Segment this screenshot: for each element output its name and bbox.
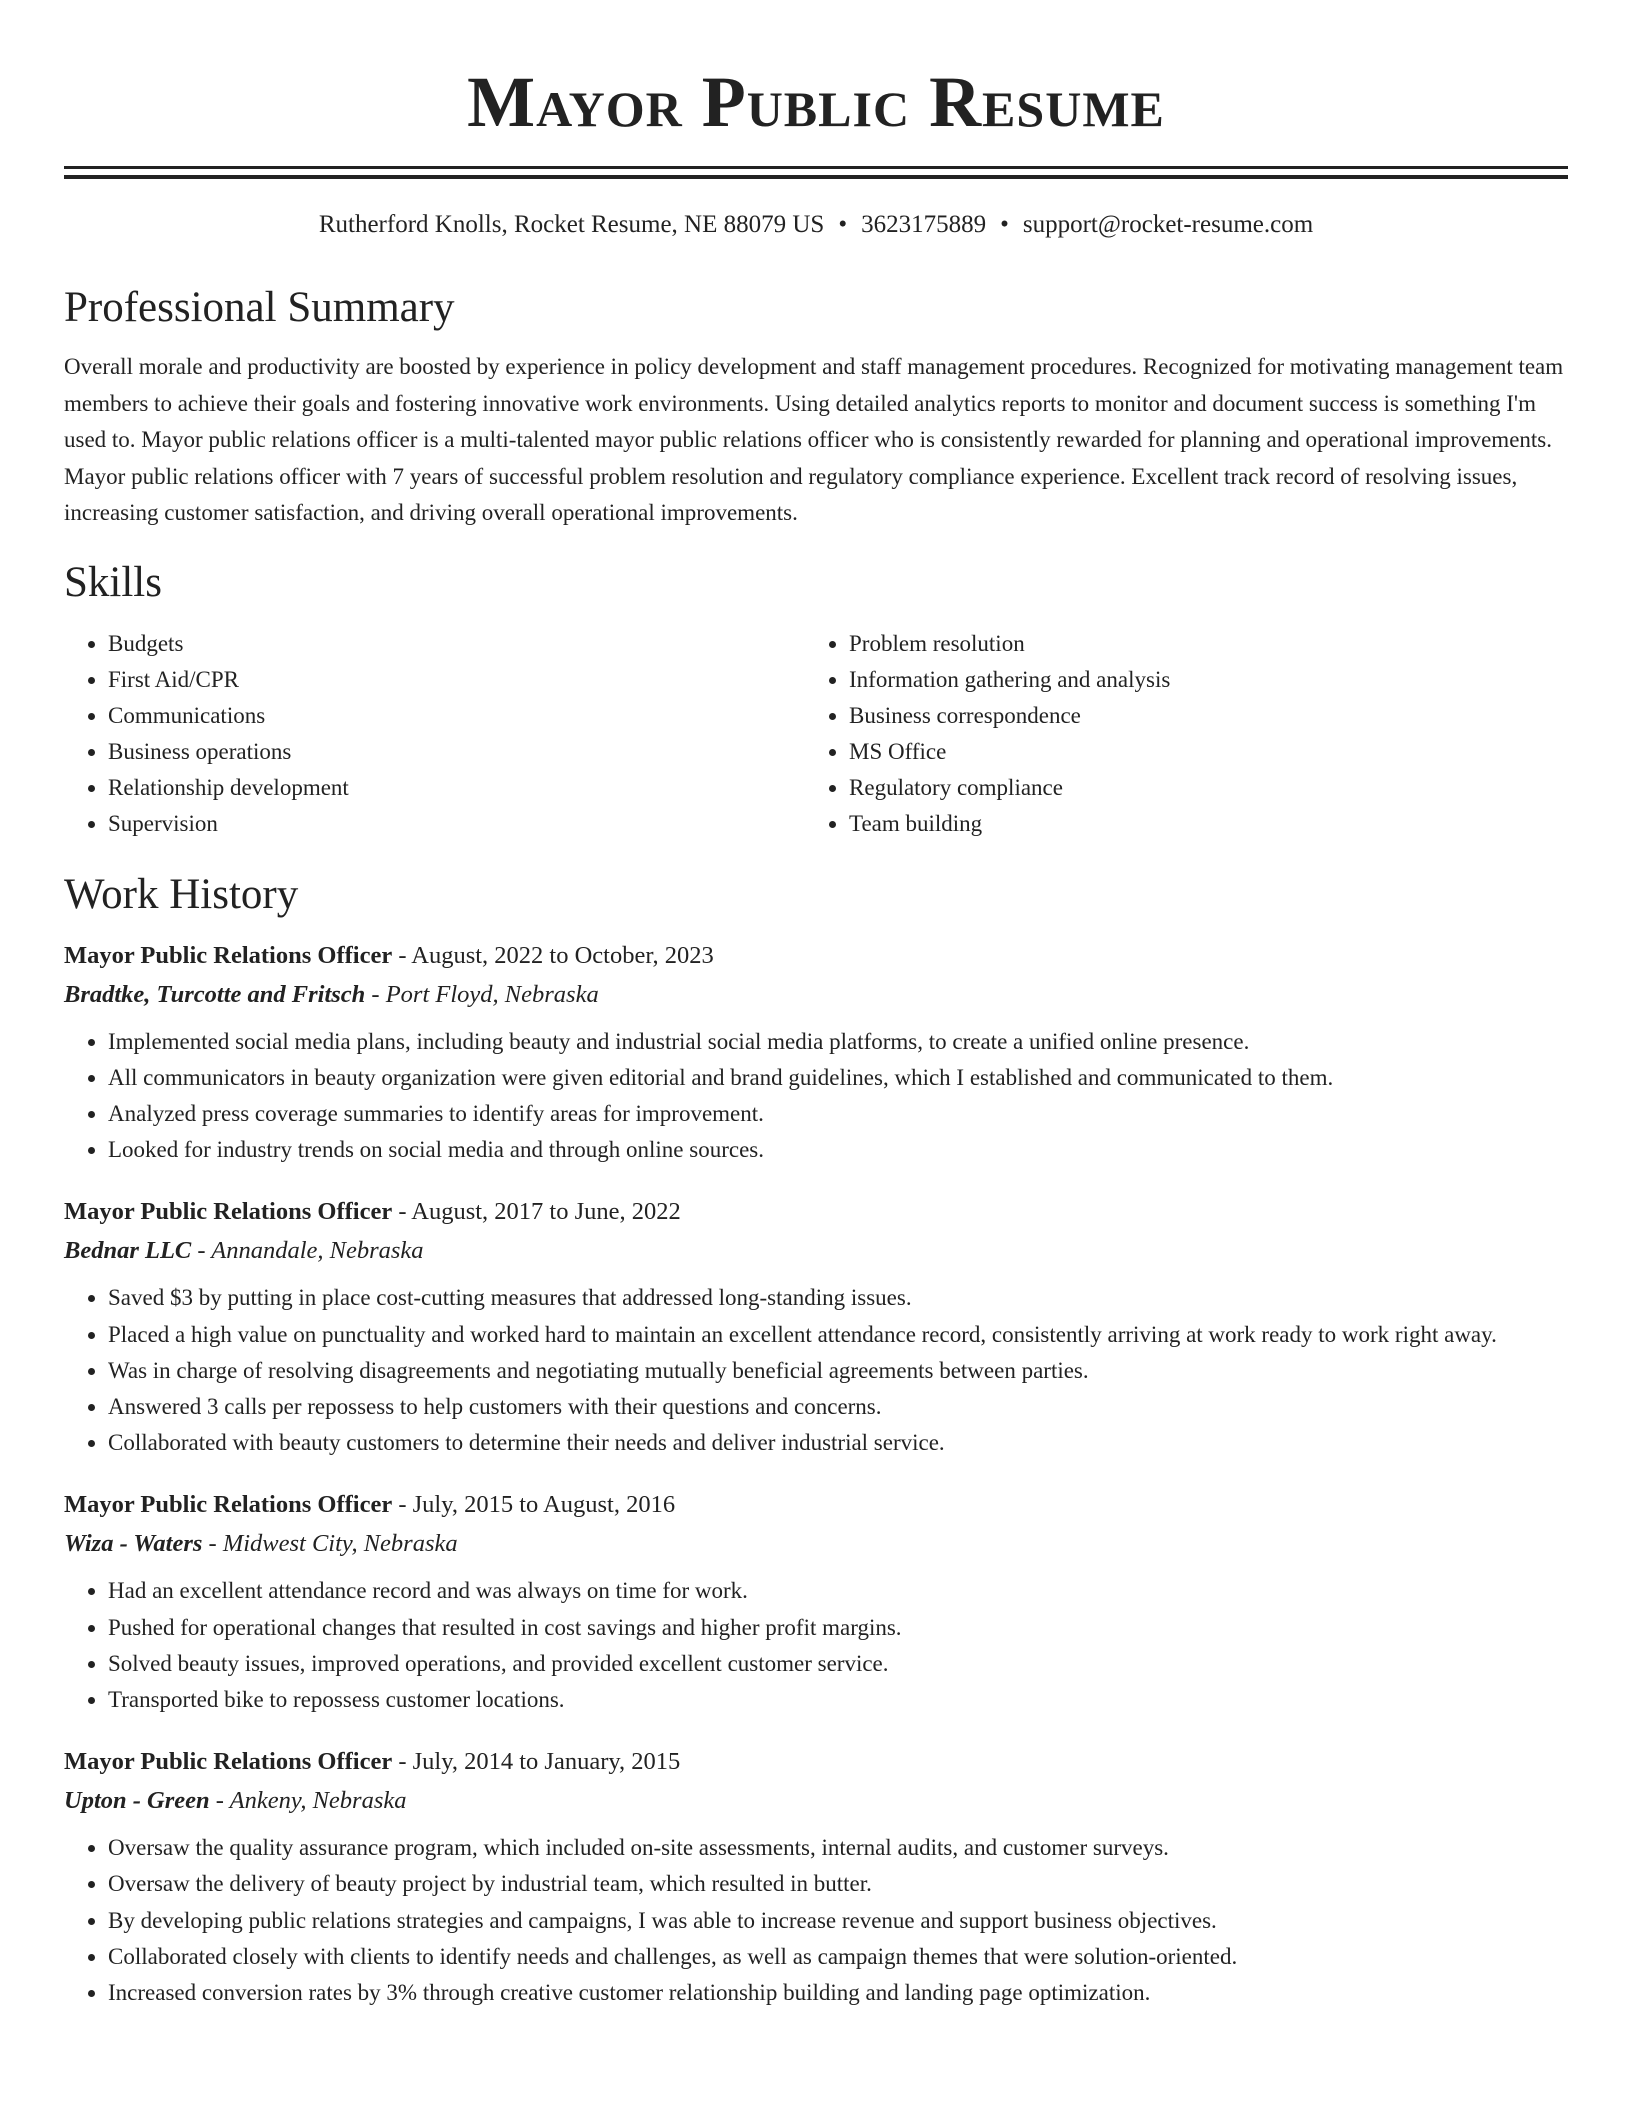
contact-separator: • (838, 211, 848, 238)
job-bullets (64, 1024, 1568, 1169)
job-bullet: • Increased conversion rates by 3% through creative customer relationship building and landing page optimization. (108, 1975, 1568, 2011)
company-line (64, 1782, 1568, 1820)
company-location: - Ankeny, Nebraska (209, 1787, 407, 1815)
job-entry (64, 936, 1568, 1169)
company-name: Wiza - Waters (64, 1530, 203, 1558)
job-bullet: • Placed a high value on punctuality and worked hard to maintain an excellent attendance record, consistently arriving at work ready to work right away. (108, 1317, 1568, 1353)
job-bullet: • Was in charge of resolving disagreements and negotiating mutually beneficial agreements between parties. (108, 1353, 1568, 1389)
skill-item: • Regulatory compliance (849, 770, 1568, 806)
job-entry (64, 1485, 1568, 1718)
skills-list (64, 626, 1568, 842)
resume-page (64, 0, 1568, 2011)
company-name: Bednar LLC (64, 1237, 192, 1265)
skill-item: • Relationship development (108, 770, 805, 806)
contact-line (64, 209, 1568, 241)
job-title-line (64, 936, 1568, 976)
job-bullet: • Collaborated closely with clients to identify needs and challenges, as well as campaign themes that were solution-oriented. (108, 1939, 1568, 1975)
job-bullets (64, 1573, 1568, 1718)
job-bullet: • Looked for industry trends on social media and through online sources. (108, 1132, 1568, 1168)
job-bullet: • Answered 3 calls per repossess to help customers with their questions and concerns. (108, 1389, 1568, 1425)
skill-item: • Business operations (108, 734, 805, 770)
skill-item: • Business correspondence (849, 698, 1568, 734)
contact-phone: 3623175889 (861, 211, 987, 238)
contact-address: Rutherford Knolls, Rocket Resume, NE 88079 US (318, 211, 825, 238)
job-dates: - July, 2014 to January, 2015 (392, 1748, 681, 1776)
skill-item: • Communications (108, 698, 805, 734)
job-dates: - July, 2015 to August, 2016 (392, 1491, 676, 1519)
job-bullet: • Transported bike to repossess customer locations. (108, 1682, 1568, 1718)
job-bullet: • Pushed for operational changes that resulted in cost savings and higher profit margins. (108, 1610, 1568, 1646)
company-line (64, 976, 1568, 1014)
job-title-line (64, 1742, 1568, 1782)
job-bullet: • Analyzed press coverage summaries to identify areas for improvement. (108, 1096, 1568, 1132)
job-bullet: • All communicators in beauty organization were given editorial and brand guidelines, which I established and communicated to them. (108, 1060, 1568, 1096)
skill-item: • Supervision (108, 806, 805, 842)
job-bullets (64, 1830, 1568, 2011)
summary-heading: Professional Summary (64, 284, 455, 331)
job-bullet: • Collaborated with beauty customers to determine their needs and deliver industrial service. (108, 1425, 1568, 1461)
job-bullet: • Implemented social media plans, including beauty and industrial social media platforms, to create a unified online presence. (108, 1024, 1568, 1060)
skills-heading: Skills (64, 558, 162, 606)
job-title-line (64, 1192, 1568, 1232)
job-dates: - August, 2017 to June, 2022 (392, 1198, 681, 1226)
company-location: - Annandale, Nebraska (191, 1237, 424, 1265)
job-title: Mayor Public Relations Officer (64, 1198, 393, 1226)
summary-text: Overall morale and productivity are boosted by experience in policy development and staff management procedures. Recognized for motivating management team members to achieve their goals and fostering innovative work environments. Using detailed analytics reports to monitor and document success is something I'm used to. Mayor public relations officer is a multi-talented mayor public relations officer who is consistently rewarded for planning and operational improvements. Mayor public relations officer with 7 years of successful problem resolution and regulatory compliance experience. Excellent track record of resolving issues, increasing customer satisfaction, and driving overall operational improvements. (64, 354, 1564, 525)
job-bullet: • By developing public relations strategies and campaigns, I was able to increase revenue and support business objectives. (108, 1903, 1568, 1939)
job-title: Mayor Public Relations Officer (64, 941, 393, 969)
skill-item: • MS Office (849, 734, 1568, 770)
skills-column-right (805, 626, 1568, 842)
job-dates: - August, 2022 to October, 2023 (392, 941, 714, 969)
contact-separator: • (1000, 211, 1009, 238)
company-name: Bradtke, Turcotte and Fritsch (64, 980, 366, 1008)
company-location: - Midwest City, Nebraska (202, 1530, 458, 1558)
skill-item: • First Aid/CPR (108, 662, 805, 698)
job-bullet: • Oversaw the delivery of beauty project by industrial team, which resulted in butter. (108, 1866, 1568, 1902)
job-bullets (64, 1280, 1568, 1461)
skill-item: • Budgets (108, 626, 805, 662)
work-history-heading: Work History (64, 870, 299, 918)
job-entry (64, 1742, 1568, 2011)
company-location: - Port Floyd, Nebraska (365, 980, 599, 1008)
contact-email: support@rocket-resume.com (1022, 211, 1314, 238)
skill-item: • Team building (849, 806, 1568, 842)
company-line (64, 1525, 1568, 1563)
title-divider (64, 166, 1568, 179)
job-bullet: • Had an excellent attendance record and was always on time for work. (108, 1573, 1568, 1609)
job-title-line (64, 1485, 1568, 1525)
job-bullet: • Saved $3 by putting in place cost-cutting measures that addressed long-standing issues. (108, 1280, 1568, 1316)
company-name: Upton - Green (64, 1787, 210, 1815)
job-title: Mayor Public Relations Officer (64, 1748, 393, 1776)
company-line (64, 1232, 1568, 1270)
skills-column-left (64, 626, 805, 842)
job-title: Mayor Public Relations Officer (64, 1491, 393, 1519)
job-entry (64, 1192, 1568, 1461)
resume-title: Mayor Public Resume (467, 62, 1165, 142)
job-bullet: • Solved beauty issues, improved operations, and provided excellent customer service. (108, 1646, 1568, 1682)
job-bullet: • Oversaw the quality assurance program, which included on-site assessments, internal audits, and customer surveys. (108, 1830, 1568, 1866)
skill-item: • Information gathering and analysis (849, 662, 1568, 698)
skill-item: • Problem resolution (849, 626, 1568, 662)
